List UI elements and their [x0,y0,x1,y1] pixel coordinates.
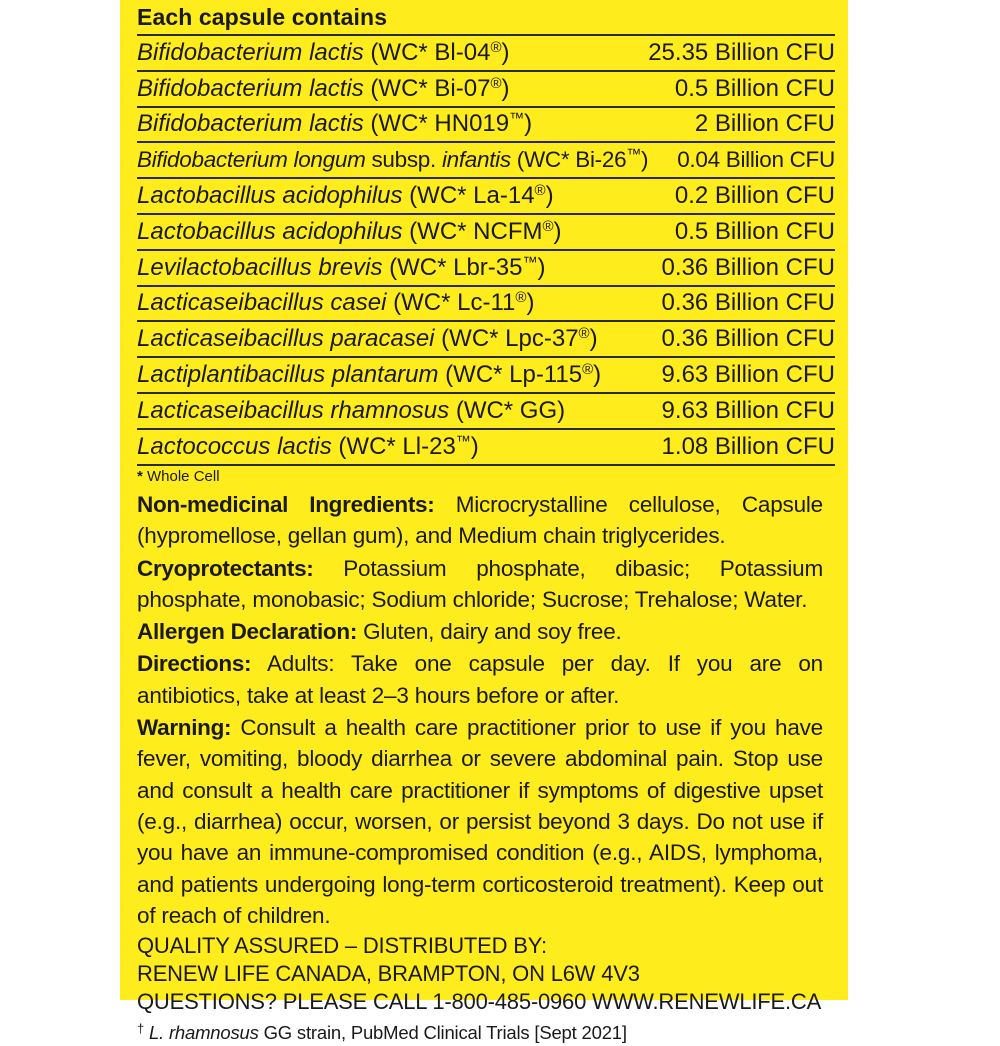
whole-cell-text: Whole Cell [142,468,220,485]
ingredient-amount: 0.2 Billion CFU [648,178,835,214]
ingredient-name [137,429,648,465]
strain-name: (WC* Bi-07 [363,74,491,102]
species-name: Lacticaseibacillus casei [137,289,387,317]
ingredient-amount: 25.35 Billion CFU [648,35,835,71]
ingredient-name [137,286,648,322]
trademark-symbol: ™ [522,253,538,271]
directions-label: Directions: [137,651,252,677]
trademark-symbol: ® [515,289,527,307]
strain-close: ) [501,38,510,66]
asterisk-symbol: * [137,468,143,485]
species-name: Lacticaseibacillus rhamnosus [137,396,450,424]
product-label [120,0,848,1044]
strain-name: (WC* NCFM [402,217,543,245]
ingredient-name [137,321,648,357]
ingredient-amount: 0.5 Billion CFU [648,214,835,250]
ingredient-row [137,71,835,107]
ingredients-heading: Each capsule contains [137,4,388,30]
ingredient-amount: 0.36 Billion CFU [648,321,835,357]
strain-name: (WC* HN019 [363,110,510,138]
distributor-line-3: QUESTIONS? PLEASE CALL 1-800-485-0960 WWW.RENEWLIFE.CA [137,989,822,1015]
trademark-symbol: ® [534,182,546,200]
footnote-text: GG strain, PubMed Clinical Trials [Sept 2021] [258,1022,627,1044]
label-body [137,489,823,1046]
ingredient-name [137,35,648,71]
trademark-symbol: ® [490,38,502,56]
species-name: Lacticaseibacillus paracasei [137,325,435,353]
species-name: Levilactobacillus brevis [137,253,383,281]
strain-name: (WC* Lpc-37 [434,325,579,353]
ingredient-row [137,429,835,465]
ingredient-name [137,357,648,393]
strain-close: ) [553,217,562,245]
allergen-text: Gluten, dairy and soy free. [357,619,622,645]
ingredients-table [137,34,835,466]
dagger-symbol: † [137,1021,145,1037]
ingredient-amount: 0.5 Billion CFU [648,71,835,107]
allergen-label: Allergen Declaration: [137,619,358,645]
cryoprotectants [137,553,823,616]
species-name: Lactobacillus acidophilus [137,217,403,245]
strain-name: (WC* Lp-115 [438,361,583,389]
ingredient-row [137,214,835,250]
subspecies-name: infantis [441,147,511,173]
ingredient-name [137,142,648,178]
ingredient-name [137,107,648,143]
species-name: Lactobacillus acidophilus [137,182,403,210]
warning-label: Warning: [137,715,232,741]
strain-name: (WC* Ll-23 [331,432,456,460]
ingredient-amount: 2 Billion CFU [648,107,835,143]
trademark-symbol: ™ [509,110,525,128]
species-name: Lactiplantibacillus plantarum [137,361,439,389]
trademark-symbol: ™ [455,432,471,450]
warning [137,712,823,931]
species-name: Lactococcus lactis [137,432,332,460]
strain-name: (WC* Lc-11 [386,289,516,317]
trademark-symbol: ® [490,74,502,92]
strain-close: ) [501,74,510,102]
strain-name: (WC* Bl-04 [363,38,491,66]
strain-name: (WC* Lbr-35 [382,253,523,281]
trademark-symbol: ™ [626,146,641,164]
directions-text: Adults: Take one capsule per day. If you are on antibiotics, take at least 2–3 hours before or after. [137,651,823,708]
ingredient-name [137,178,648,214]
strain-name: (WC* La-14 [402,182,535,210]
ingredient-amount: 0.36 Billion CFU [648,250,835,286]
species-name: Bifidobacterium longum [137,147,366,173]
non-medicinal-ingredients [137,489,823,552]
subspecies-abbrev: subsp. [365,147,442,173]
distributor-line-2: RENEW LIFE CANADA, BRAMPTON, ON L6W 4V3 [137,961,640,987]
distributor-line-1: QUALITY ASSURED – DISTRIBUTED BY: [137,933,547,959]
ingredient-amount: 1.08 Billion CFU [648,429,835,465]
non-medicinal-label: Non-medicinal Ingredients: [137,492,435,517]
ingredient-row [137,357,835,393]
trademark-symbol: ® [542,217,554,235]
ingredient-row [137,107,835,143]
ingredient-name [137,393,648,429]
ingredient-name [137,250,648,286]
warning-text: Consult a health care practitioner prior to use if you have fever, vomiting, bloody diarrhea or severe abdominal pain. Stop use and consult a health care practitioner if symptoms of digestive upset (e.g., diarrhea) occur, worsen, or persist beyond 3 days. Do not use if you have an immune-compromised condition (e.g., AIDS, lymphoma, and patients undergoing long-term corticosteroid treatment). Keep out of reach of children. [137,715,823,928]
strain-close: ) [557,396,566,424]
species-name: Bifidobacterium lactis [137,38,364,66]
footnote [137,1016,823,1045]
strain-close: ) [641,147,649,173]
trademark-symbol: ® [578,325,590,343]
ingredient-row [137,250,835,286]
ingredient-row [137,142,835,178]
strain-close: ) [524,110,533,138]
ingredient-amount: 0.04 Billion CFU [648,142,835,178]
cryoprotectants-text: Potassium phosphate, dibasic; Potassium phosphate, monobasic; Sodium chloride; Sucrose; Trehalose; Water. [137,555,823,612]
strain-close: ) [589,325,598,353]
strain-close: ) [593,361,602,389]
ingredient-row [137,35,835,71]
ingredient-name [137,71,648,107]
ingredient-row [137,321,835,357]
ingredient-name [137,214,648,250]
ingredient-row [137,178,835,214]
strain-close: ) [470,432,479,460]
strain-close: ) [526,289,535,317]
species-name: Bifidobacterium lactis [137,110,364,138]
ingredient-amount: 9.63 Billion CFU [648,393,835,429]
ingredient-amount: 9.63 Billion CFU [648,357,835,393]
ingredient-amount: 0.36 Billion CFU [648,286,835,322]
allergen-declaration [137,616,823,647]
footnote-species: L. rhamnosus [144,1022,259,1044]
strain-name: (WC* GG [449,396,558,424]
non-medicinal-text: Microcrystalline cellulose, Capsule (hypromellose, gellan gum), and Medium chain triglycerides. [137,492,823,549]
strain-name: (WC* Bi-26 [510,147,627,173]
strain-close: ) [545,182,554,210]
ingredient-row [137,286,835,322]
strain-close: ) [537,253,546,281]
ingredient-row [137,393,835,429]
cryoprotectants-label: Cryoprotectants: [137,555,314,581]
species-name: Bifidobacterium lactis [137,74,364,102]
directions [137,648,823,711]
whole-cell-note [137,468,220,485]
trademark-symbol: ® [582,361,594,379]
